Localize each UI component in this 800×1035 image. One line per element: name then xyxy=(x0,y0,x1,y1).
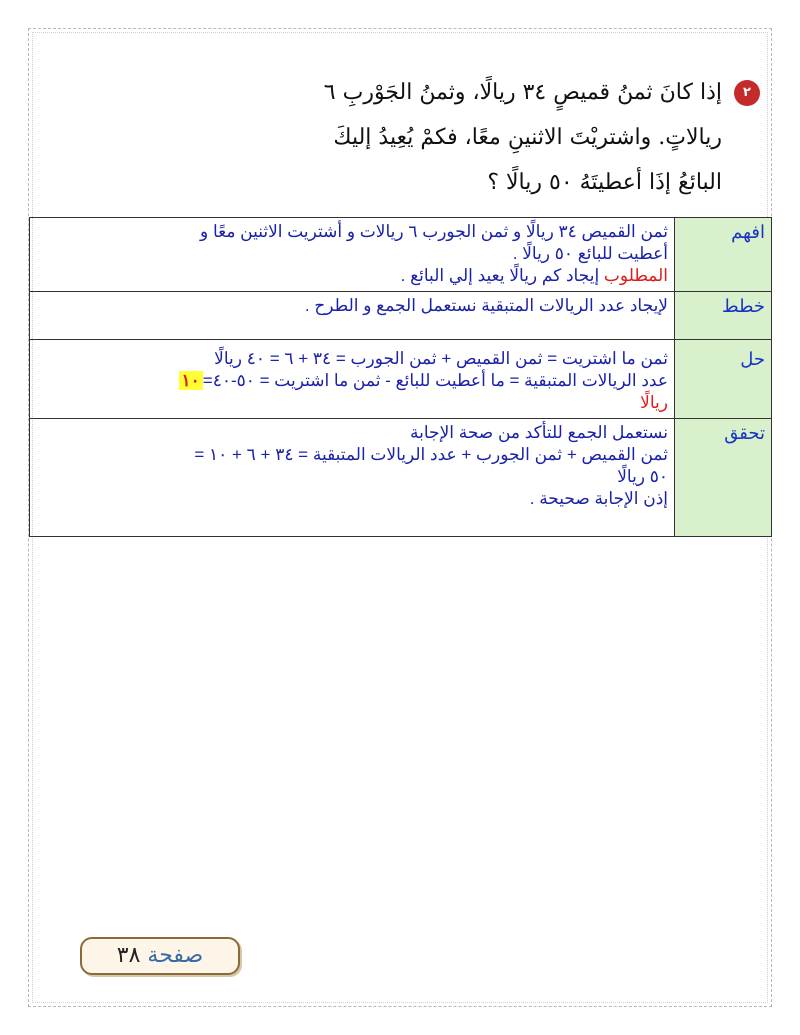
step-content-understand xyxy=(30,218,675,292)
check-line: ٥٠ ريالًا xyxy=(617,467,668,486)
solve-unit: ريالًا xyxy=(640,393,668,412)
step-row-understand xyxy=(30,218,772,292)
solve-line xyxy=(36,370,668,392)
step-row-solve xyxy=(30,340,772,419)
check-line: ثمن القميص + ثمن الجورب + عدد الريالات المتبقية = ٣٤ + ٦ + ١٠ = xyxy=(194,445,668,464)
step-row-check xyxy=(30,419,772,537)
answer-highlight: ١٠ xyxy=(179,371,203,390)
solution-steps-table xyxy=(29,217,772,537)
required-word: المطلوب xyxy=(603,266,668,285)
step-label-solve: حل xyxy=(675,340,772,419)
check-line: نستعمل الجمع للتأكد من صحة الإجابة xyxy=(410,423,668,442)
step-content-check xyxy=(30,419,675,537)
step-content-plan: لإيجاد عدد الريالات المتبقية نستعمل الجمع و الطرح . xyxy=(30,292,675,340)
problem-line: البائعُ إذَا أعطيتَهُ ٥٠ ريالًا ؟ xyxy=(487,170,722,195)
check-line: إذن الإجابة صحيحة . xyxy=(529,489,668,508)
page-word: صفحة xyxy=(147,943,204,968)
page-number: ٣٨ xyxy=(116,943,141,968)
understand-line: ثمن القميص ٣٤ ريالًا و ثمن الجورب ٦ ريالات و أشتريت الاثنين معًا و xyxy=(200,222,668,241)
step-label-plan: خطط xyxy=(675,292,772,340)
understand-line: أعطيت للبائع ٥٠ ريالًا . xyxy=(512,244,668,263)
problem-line: ريالاتٍ. واشتريْتَ الاثنينِ معًا، فكمْ يُعِيدُ إليكَ xyxy=(333,125,722,150)
problem-number-badge: ٢ xyxy=(734,80,760,106)
problem-line: إذا كانَ ثمنُ قميصٍ ٣٤ ريالًا، وثمنُ الجَوْربِ ٦ xyxy=(323,80,722,105)
understand-required xyxy=(36,265,668,287)
step-label-check: تحقق xyxy=(675,419,772,537)
problem-statement xyxy=(82,70,722,205)
solve-line: ثمن ما اشتريت = ثمن القميص + ثمن الجورب = ٣٤ + ٦ = ٤٠ ريالًا xyxy=(214,349,668,368)
page-number-tag xyxy=(80,937,240,975)
step-label-understand: افهم xyxy=(675,218,772,292)
solve-equation: عدد الريالات المتبقية = ما أعطيت للبائع - ثمن ما اشتريت = ٥٠-٤٠= xyxy=(202,371,668,390)
required-text: إيجاد كم ريالًا يعيد إلي البائع . xyxy=(400,266,604,285)
step-row-plan xyxy=(30,292,772,340)
step-content-solve xyxy=(30,340,675,419)
